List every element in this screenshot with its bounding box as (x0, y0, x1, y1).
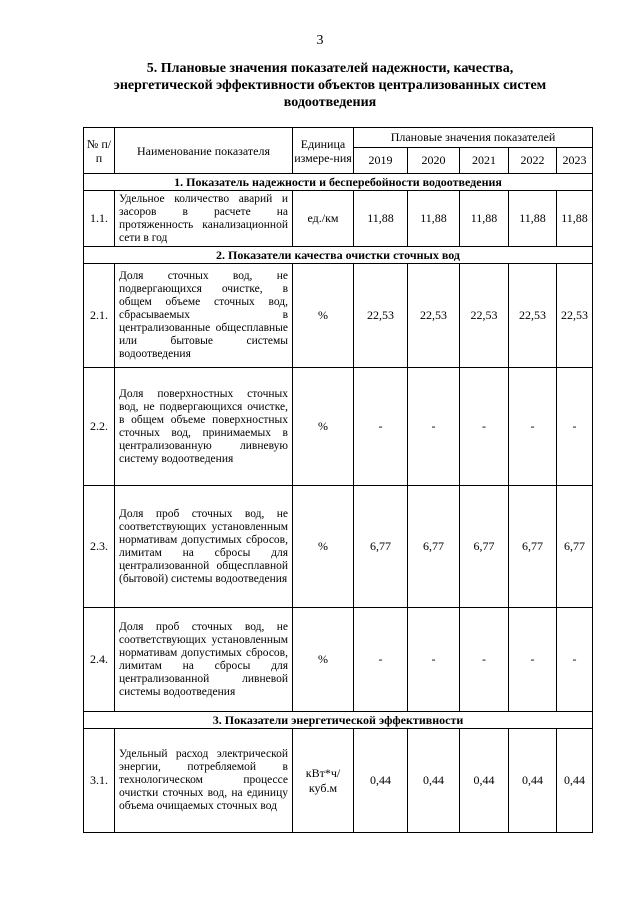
value-cell: 0,44 (354, 729, 408, 833)
value-cell: - (354, 608, 408, 712)
header-year: 2020 (408, 148, 460, 174)
value-cell: 0,44 (509, 729, 557, 833)
table-row (84, 486, 593, 608)
row-number: 2.3. (84, 486, 115, 608)
header-year: 2021 (460, 148, 509, 174)
value-cell: - (354, 368, 408, 486)
value-cell: 6,77 (557, 486, 593, 608)
header-year: 2023 (557, 148, 593, 174)
row-number: 3.1. (84, 729, 115, 833)
value-cell: - (460, 368, 509, 486)
indicator-name: Доля проб сточных вод, не соответствующих установленным нормативам допустимых сбросов, лимитам на сбросы для централизованной ливневой системы водоотведения (115, 608, 293, 712)
table-row (84, 368, 593, 486)
value-cell: 11,88 (408, 191, 460, 247)
value-cell: 0,44 (408, 729, 460, 833)
header-planned: Плановые значения показателей (354, 128, 593, 148)
value-cell: - (509, 608, 557, 712)
row-number: 2.4. (84, 608, 115, 712)
unit-cell: % (293, 486, 354, 608)
document-title: 5. Плановые значения показателей надежности, качества, энергетической эффективности объектов централизованных систем водоотведения (113, 61, 547, 110)
value-cell: - (509, 368, 557, 486)
value-cell: 22,53 (509, 264, 557, 368)
table-row (84, 191, 593, 247)
indicator-name: Удельное количество аварий и засоров в расчете на протяженность канализационной сети в год (115, 191, 293, 247)
table-row (84, 608, 593, 712)
value-cell: 6,77 (408, 486, 460, 608)
unit-cell: кВт*ч/ куб.м (293, 729, 354, 833)
header-unit: Единица измере-ния (293, 128, 354, 174)
value-cell: - (408, 368, 460, 486)
section-title: 3. Показатели энергетической эффективности (84, 712, 593, 729)
value-cell: 22,53 (460, 264, 509, 368)
indicator-name: Удельный расход электрической энергии, потребляемой в технологическом процессе очистки сточных вод, на единицу объема очищаемых сточных вод (115, 729, 293, 833)
table-row (84, 264, 593, 368)
value-cell: - (408, 608, 460, 712)
table-row (84, 729, 593, 833)
value-cell: 22,53 (408, 264, 460, 368)
value-cell: - (557, 608, 593, 712)
value-cell: 0,44 (557, 729, 593, 833)
section-title: 2. Показатели качества очистки сточных вод (84, 247, 593, 264)
page-number: 3 (316, 33, 324, 48)
value-cell: 6,77 (354, 486, 408, 608)
indicator-name: Доля проб сточных вод, не соответствующих установленным нормативам допустимых сбросов, лимитам на сбросы для централизованной общесплавной (бытовой) системы водоотведения (115, 486, 293, 608)
header-name: Наименование показателя (115, 128, 293, 174)
value-cell: - (460, 608, 509, 712)
value-cell: 22,53 (354, 264, 408, 368)
indicator-name: Доля поверхностных сточных вод, не подвергающихся очистке, в общем объеме поверхностных сточных вод, принимаемых в централизованную ливневую систему водоотведения (115, 368, 293, 486)
header-year: 2022 (509, 148, 557, 174)
value-cell: 22,53 (557, 264, 593, 368)
unit-cell: % (293, 368, 354, 486)
unit-cell: ед./км (293, 191, 354, 247)
header-year: 2019 (354, 148, 408, 174)
row-number: 1.1. (84, 191, 115, 247)
value-cell: - (557, 368, 593, 486)
row-number: 2.1. (84, 264, 115, 368)
value-cell: 11,88 (557, 191, 593, 247)
value-cell: 11,88 (460, 191, 509, 247)
section-title: 1. Показатель надежности и бесперебойности водоотведения (84, 174, 593, 191)
value-cell: 0,44 (460, 729, 509, 833)
unit-cell: % (293, 264, 354, 368)
value-cell: 6,77 (460, 486, 509, 608)
value-cell: 6,77 (509, 486, 557, 608)
unit-cell: % (293, 608, 354, 712)
indicator-name: Доля сточных вод, не подвергающихся очистке, в общем объеме сточных вод, сбрасываемых в централизованные общесплавные или бытовые системы водоотведения (115, 264, 293, 368)
value-cell: 11,88 (354, 191, 408, 247)
header-no: № п/п (84, 128, 115, 174)
value-cell: 11,88 (509, 191, 557, 247)
indicators-table (83, 127, 593, 833)
row-number: 2.2. (84, 368, 115, 486)
